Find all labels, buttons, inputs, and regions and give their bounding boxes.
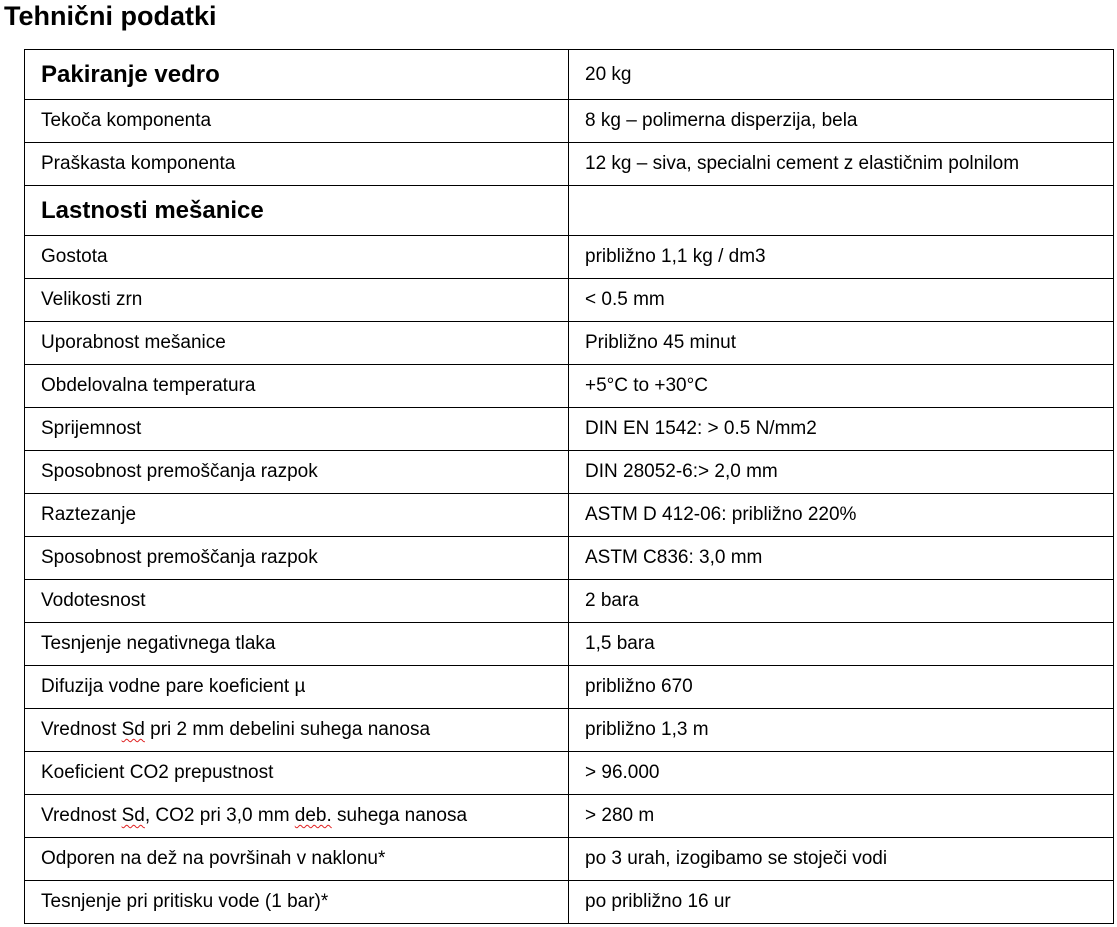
row-label: Gostota [25,236,569,279]
label-text: Vrednost [41,719,122,740]
table-row [25,322,1114,365]
label-text: , CO2 pri 3,0 mm [144,805,295,826]
row-value: DIN EN 1542: > 0.5 N/mm2 [569,408,1114,451]
table-row [25,537,1114,580]
table-row [25,752,1114,795]
table-row [25,279,1114,322]
row-label: Vodotesnost [25,580,569,623]
table-row [25,143,1114,186]
row-value: < 0.5 mm [569,279,1114,322]
spellcheck-flagged-word: deb. [294,805,332,826]
table-row [25,408,1114,451]
section-row-mixture-properties [25,186,1114,236]
page-title: Tehnični podatki [4,1,217,31]
row-label [25,709,569,752]
row-label: Sposobnost premoščanja razpok [25,537,569,580]
row-label [25,795,569,838]
table-row [25,881,1114,924]
table-row [25,236,1114,279]
row-label: Raztezanje [25,494,569,537]
row-value: približno 670 [569,666,1114,709]
row-value: > 96.000 [569,752,1114,795]
label-text: Vrednost [41,805,122,826]
table-row [25,666,1114,709]
row-label: Sprijemnost [25,408,569,451]
row-label: Tesnjenje negativnega tlaka [25,623,569,666]
row-value: 1,5 bara [569,623,1114,666]
table-row [25,494,1114,537]
table-row [25,623,1114,666]
label-text: pri 2 mm debelini suhega nanosa [144,719,431,740]
row-label: Velikosti zrn [25,279,569,322]
row-value: +5°C to +30°C [569,365,1114,408]
label-text: suhega nanosa [331,805,468,826]
row-label: Difuzija vodne pare koeficient µ [25,666,569,709]
row-value: približno 1,1 kg / dm3 [569,236,1114,279]
row-label: Tesnjenje pri pritisku vode (1 bar)* [25,881,569,924]
row-label: Koeficient CO2 prepustnost [25,752,569,795]
row-label: Pakiranje vedro [25,50,569,100]
row-value: po približno 16 ur [569,881,1114,924]
row-value: približno 1,3 m [569,709,1114,752]
table-row [25,365,1114,408]
row-label: Odporen na dež na površinah v naklonu* [25,838,569,881]
row-value: 20 kg [569,50,1114,100]
row-value [569,186,1114,236]
row-value: ASTM C836: 3,0 mm [569,537,1114,580]
section-row-packaging [25,50,1114,100]
row-value: 2 bara [569,580,1114,623]
row-label: Sposobnost premoščanja razpok [25,451,569,494]
row-value: ASTM D 412-06: približno 220% [569,494,1114,537]
row-label: Uporabnost mešanice [25,322,569,365]
row-value: 8 kg – polimerna disperzija, bela [569,100,1114,143]
row-value: DIN 28052-6:> 2,0 mm [569,451,1114,494]
table-row [25,451,1114,494]
row-value: po 3 urah, izogibamo se stoječi vodi [569,838,1114,881]
table-row [25,709,1114,752]
row-value: 12 kg – siva, specialni cement z elastičnim polnilom [569,143,1114,186]
row-label: Lastnosti mešanice [25,186,569,236]
table-row [25,838,1114,881]
row-label: Tekoča komponenta [25,100,569,143]
spellcheck-flagged-word: Sd [121,805,145,826]
spellcheck-flagged-word: Sd [121,719,145,740]
row-value: Približno 45 minut [569,322,1114,365]
table-row [25,580,1114,623]
row-value: > 280 m [569,795,1114,838]
row-label: Obdelovalna temperatura [25,365,569,408]
row-label: Praškasta komponenta [25,143,569,186]
table-row [25,795,1114,838]
table-row [25,100,1114,143]
technical-data-table [24,49,1114,924]
